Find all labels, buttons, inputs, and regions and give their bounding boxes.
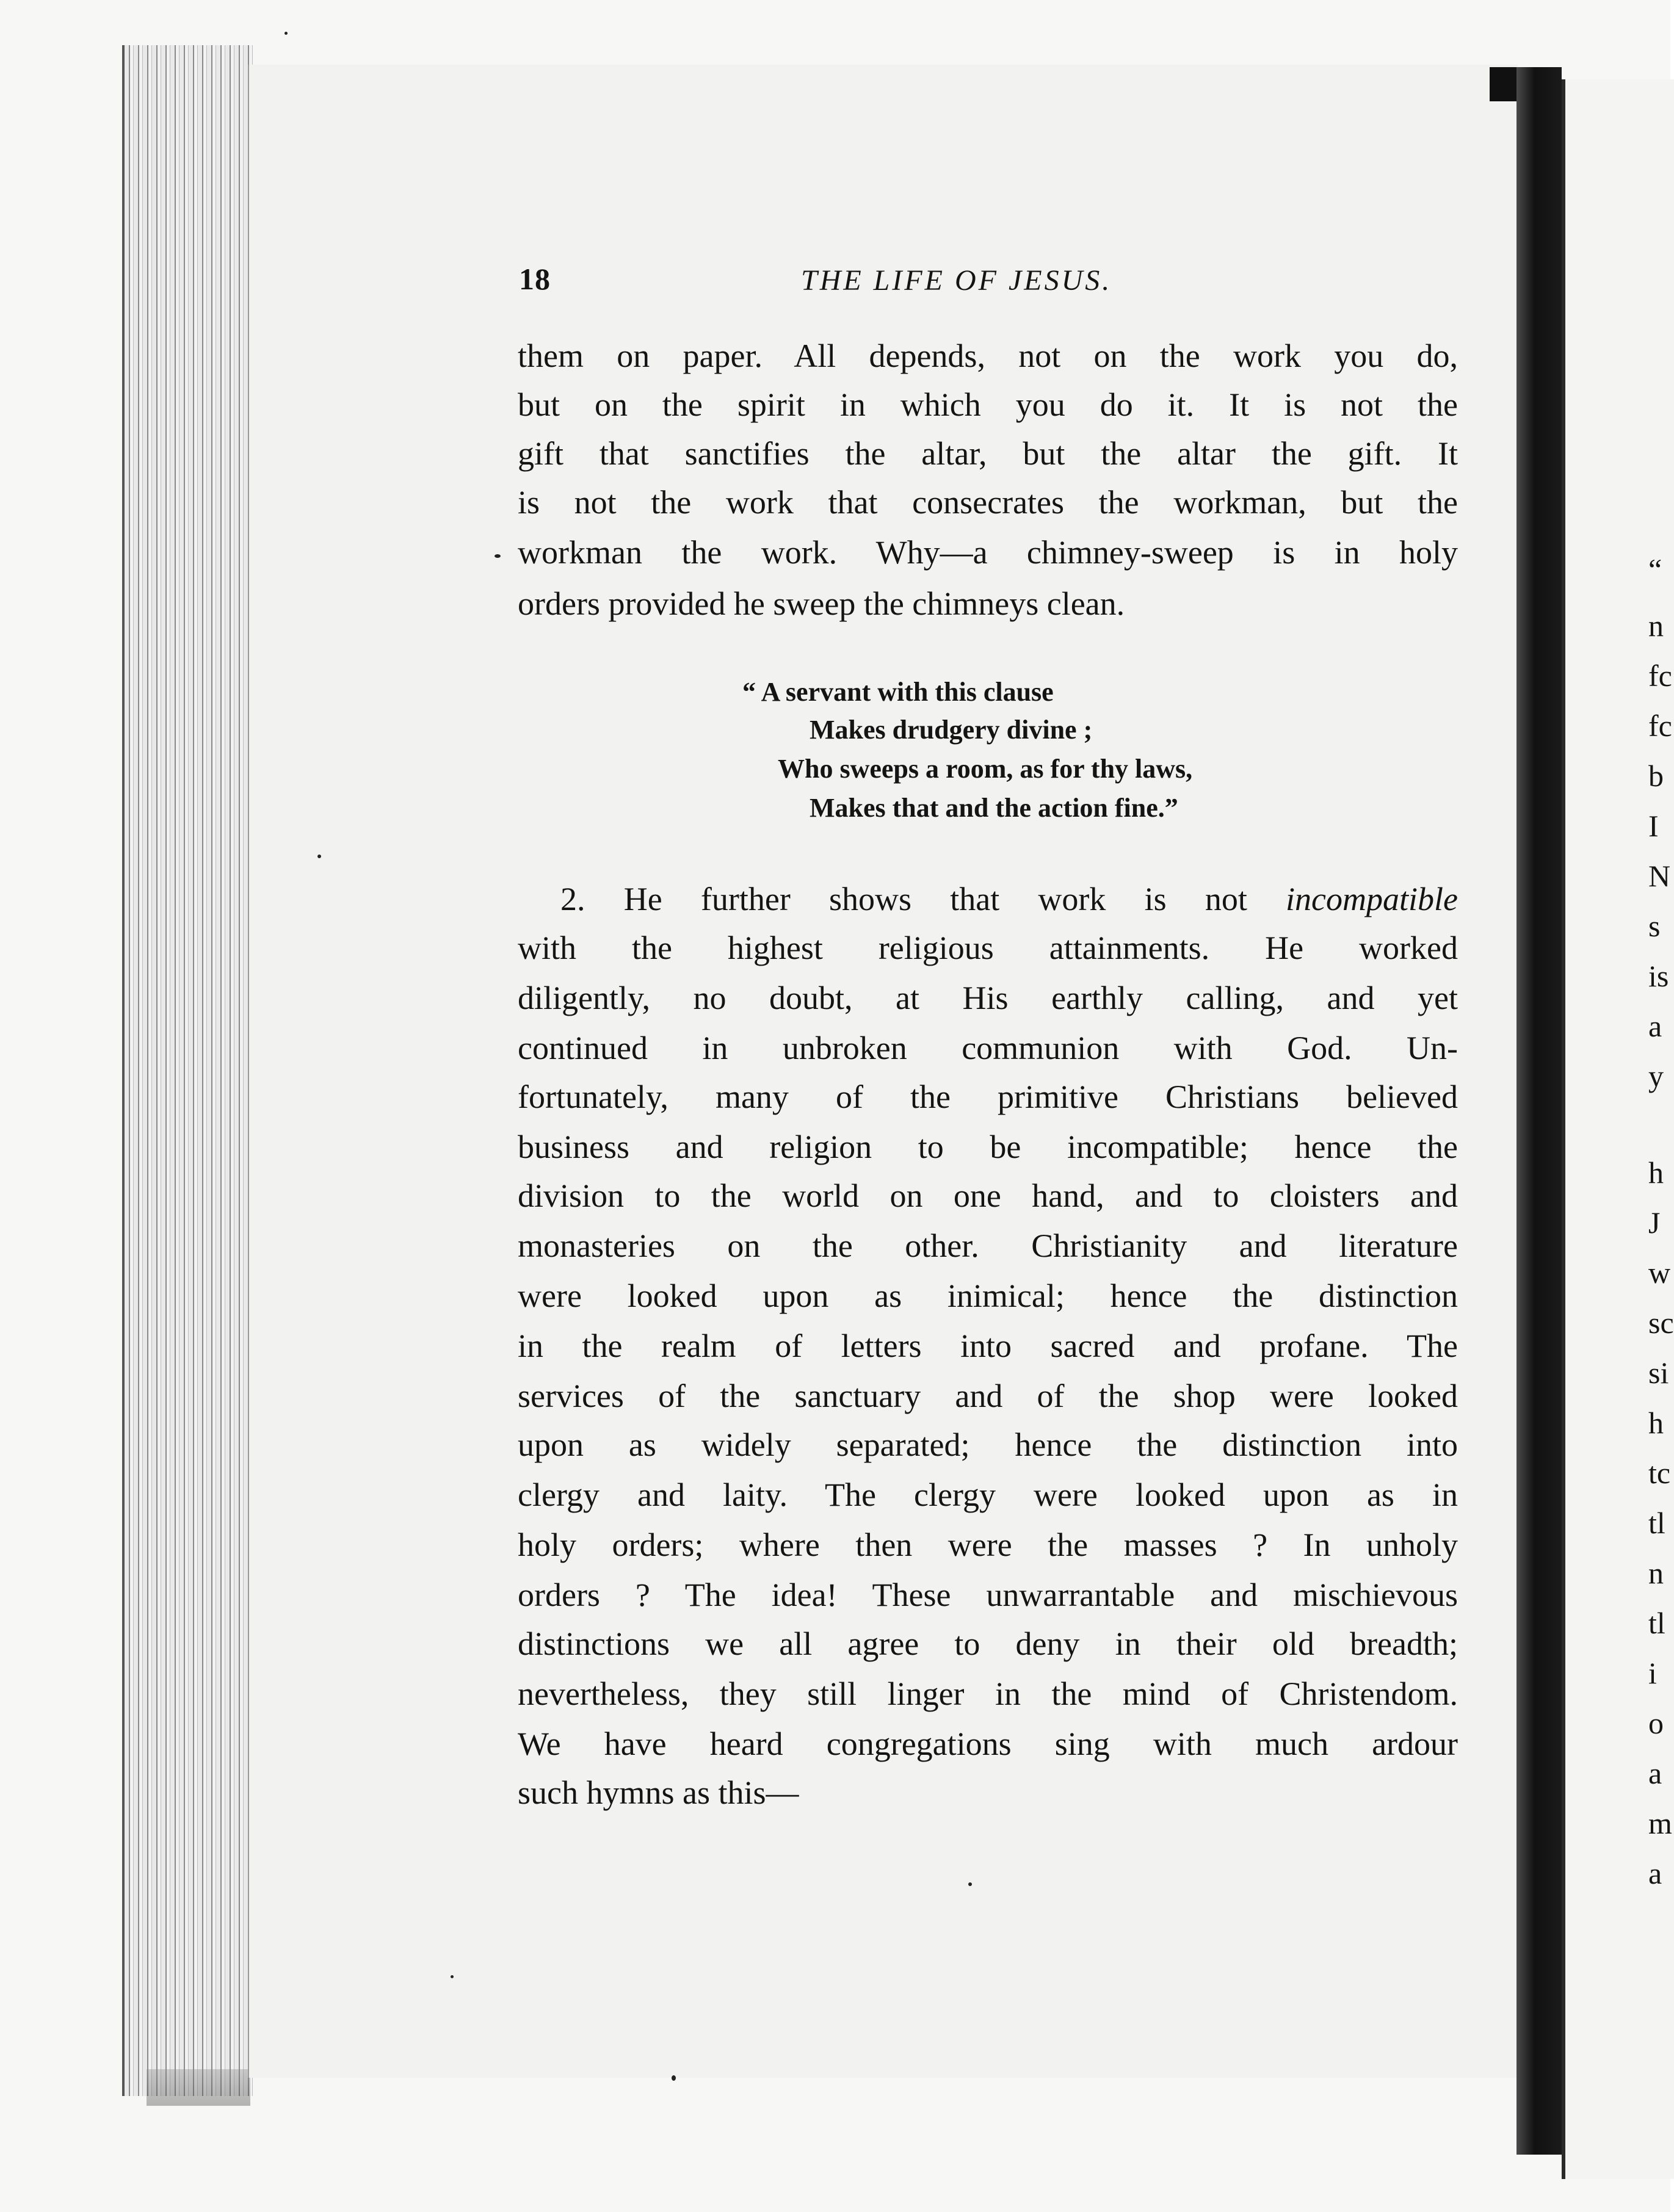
emphasis-italic: incompatible (1286, 881, 1458, 917)
scan-speck (317, 855, 321, 858)
facing-fragment: h (1648, 1155, 1664, 1190)
paragraph-2-opening: 2. He further shows that work is not (560, 881, 1286, 917)
verse-line: Makes that and the action fine.” (810, 793, 1178, 823)
book-page-edges (122, 45, 253, 2096)
scan-speck (284, 32, 288, 35)
text-line: orders provided he sweep the chimneys clean. (518, 585, 1125, 622)
facing-fragment: fc (1648, 709, 1672, 743)
text-line: is not the work that consecrates the workman, but the (518, 484, 1458, 521)
text-line: monasteries on the other. Christianity and literature (518, 1227, 1458, 1264)
facing-fragment: a (1648, 1756, 1662, 1790)
text-line: in the realm of letters into sacred and profane. The (518, 1328, 1458, 1364)
text-line: upon as widely separated; hence the distinction into (518, 1426, 1458, 1463)
facing-fragment: tc (1648, 1456, 1671, 1490)
running-title: THE LIFE OF JESUS. (801, 264, 1112, 297)
text-line: clergy and laity. The clergy were looked upon as in (518, 1476, 1458, 1513)
text-line: gift that sanctifies the altar, but the altar the gift. It (518, 435, 1458, 472)
facing-fragment: n (1648, 1556, 1664, 1590)
text-line: with the highest religious attainments. He worked (518, 930, 1458, 966)
facing-fragment: si (1648, 1356, 1669, 1390)
text-line: them on paper. All depends, not on the work you do, (518, 338, 1458, 374)
text-line: but on the spirit in which you do it. It is not the (518, 386, 1458, 423)
facing-fragment: o (1648, 1706, 1664, 1740)
verse-line: “ A servant with this clause (742, 677, 1054, 707)
scan-speck (672, 2075, 676, 2081)
facing-fragment: is (1648, 959, 1669, 993)
facing-fragment: y (1648, 1059, 1664, 1093)
facing-fragment: i (1648, 1656, 1657, 1690)
text-line: were looked upon as inimical; hence the distinction (518, 1278, 1458, 1314)
scan-speck (495, 554, 501, 558)
text-line: fortunately, many of the primitive Christians believed (518, 1079, 1458, 1115)
facing-fragment: sc (1648, 1306, 1674, 1340)
verse-line: Who sweeps a room, as for thy laws, (778, 754, 1193, 784)
facing-fragment: “ (1648, 552, 1662, 587)
text-line: services of the sanctuary and of the shop were looked (518, 1378, 1458, 1414)
book-edge-shadow (147, 2069, 250, 2106)
facing-fragment: fc (1648, 659, 1672, 693)
facing-fragment: tl (1648, 1606, 1665, 1640)
facing-fragment: m (1648, 1806, 1672, 1840)
page-number: 18 (519, 262, 551, 296)
facing-fragment: h (1648, 1406, 1664, 1440)
text-line: We have heard congregations sing with much ardour (518, 1726, 1458, 1762)
text-line: holy orders; where then were the masses ? In unholy (518, 1527, 1458, 1563)
text-line (560, 883, 1458, 916)
text-line: division to the world on one hand, and to cloisters and (518, 1177, 1458, 1214)
book-gutter (1516, 67, 1562, 2155)
text-line: distinctions we all agree to deny in their old breadth; (518, 1625, 1458, 1662)
facing-fragment: N (1648, 859, 1671, 893)
facing-fragment: s (1648, 909, 1661, 943)
scan-speck (451, 1975, 454, 1978)
text-line: continued in unbroken communion with God. Un- (518, 1030, 1458, 1066)
facing-fragment: a (1648, 1856, 1662, 1890)
facing-fragment: w (1648, 1256, 1671, 1290)
facing-fragment: n (1648, 609, 1664, 643)
facing-fragment: tl (1648, 1506, 1665, 1540)
facing-fragment: J (1648, 1205, 1661, 1240)
facing-fragment: b (1648, 759, 1664, 793)
text-line: business and religion to be incompatible; hence the (518, 1129, 1458, 1165)
facing-fragment: I (1648, 809, 1659, 843)
text-line: diligently, no doubt, at His earthly calling, and yet (518, 980, 1458, 1016)
text-line: nevertheless, they still linger in the mind of Christendom. (518, 1675, 1458, 1712)
text-line: such hymns as this— (518, 1774, 799, 1811)
facing-fragment: a (1648, 1009, 1662, 1043)
verse-line: Makes drudgery divine ; (810, 715, 1093, 745)
text-line: orders ? The idea! These unwarrantable and mischievous (518, 1577, 1458, 1613)
scan-speck (968, 1882, 972, 1886)
text-line: workman the work. Why—a chimney-sweep is in holy (518, 534, 1458, 571)
